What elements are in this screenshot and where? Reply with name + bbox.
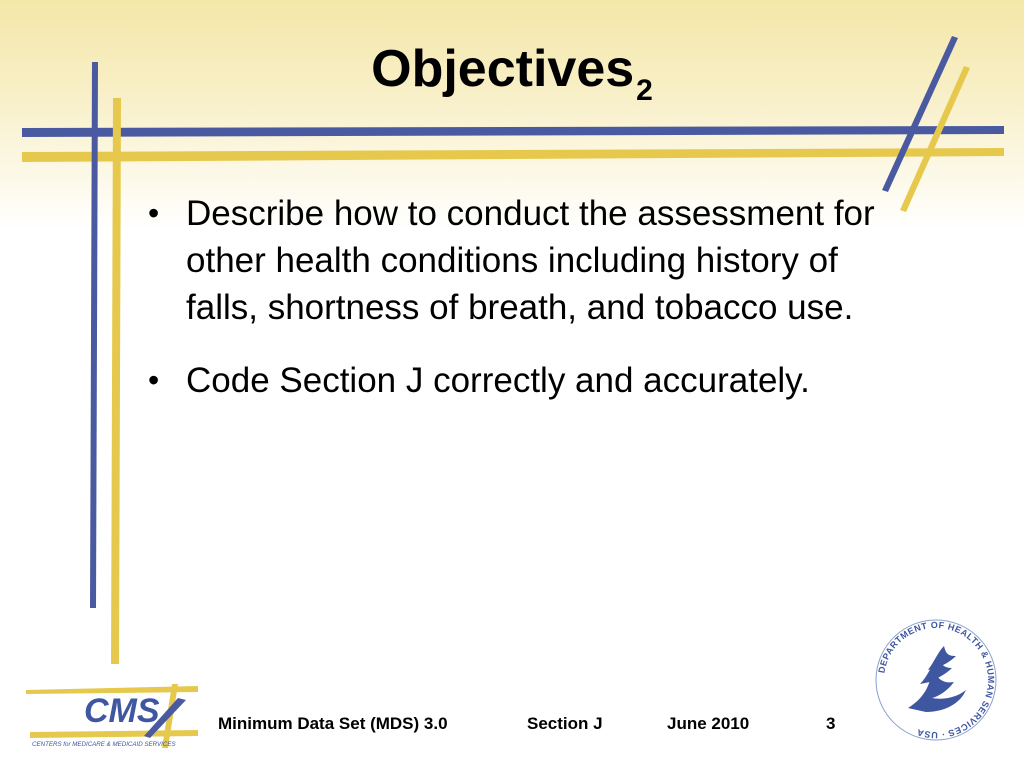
footer-page-number: 3 (826, 714, 836, 733)
footer-document: Minimum Data Set (MDS) 3.0 (218, 714, 448, 733)
footer-date: June 2010 (667, 714, 750, 733)
bullet-text: Code Section J correctly and accurately. (186, 361, 810, 400)
top-blue-bar (22, 126, 1004, 137)
eagle-icon (908, 646, 966, 712)
left-gold-bar (111, 98, 121, 664)
bullet-marker: • (148, 362, 160, 398)
bullet-list (148, 190, 908, 430)
top-gold-bar (22, 148, 1004, 162)
bullet-text: Describe how to conduct the assessment for other health conditions including history of falls, shortness of breath, and tobacco use. (186, 194, 875, 327)
cms-logo-text: CMS (84, 692, 160, 730)
seal-text: DEPARTMENT OF HEALTH & HUMAN SERVICES · USA (876, 619, 997, 741)
left-blue-bar (90, 62, 98, 608)
bullet-item-1 (148, 190, 908, 331)
title-subscript: 2 (636, 74, 653, 107)
slide-footer (0, 714, 1024, 740)
bullet-item-2 (148, 357, 908, 404)
bullet-marker: • (148, 195, 160, 231)
cms-logo-tagline: CENTERS for MEDICARE & MEDICAID SERVICES (32, 741, 176, 748)
slide-title (0, 38, 1024, 109)
footer-section: Section J (527, 714, 603, 733)
title-text: Objectives (371, 40, 635, 98)
